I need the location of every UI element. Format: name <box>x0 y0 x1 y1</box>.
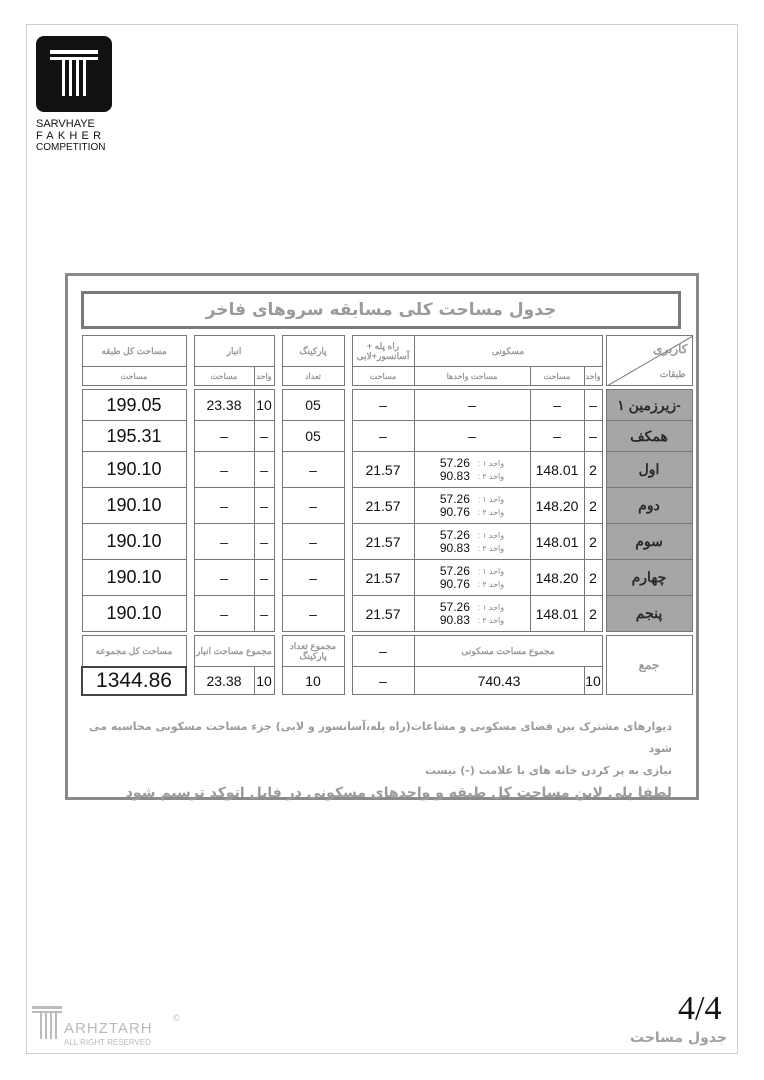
res-total-label: مجموع مساحت مسکونی <box>414 636 602 667</box>
cell-parking: – <box>282 452 344 488</box>
unit-2-label: واحد ۲ : <box>477 579 505 589</box>
cell-res-area: 148.20 <box>530 560 584 596</box>
header-res-area: مساحت <box>530 367 584 386</box>
cell-storage-count: 10 <box>254 390 274 421</box>
cell-parking: 05 <box>282 421 344 452</box>
cell-storage-count: – <box>254 524 274 560</box>
cell-stairs: – <box>352 390 414 421</box>
stairs-total-label: – <box>352 636 414 667</box>
cell-stairs: 21.57 <box>352 488 414 524</box>
header-floors: طبقات <box>659 369 686 379</box>
header-stairs: راه پله + آسانسور+لابی <box>352 336 414 367</box>
unit-2-label: واحد ۲ : <box>477 507 505 517</box>
footer-rights: ALL RIGHT RESERVED <box>64 1038 151 1047</box>
competition-logo <box>36 36 114 154</box>
cell-units <box>414 596 530 632</box>
grand-total-label: مساحت کل مجموعه <box>82 636 186 667</box>
cell-stairs: 21.57 <box>352 560 414 596</box>
table-row <box>82 390 692 421</box>
cell-storage-area: – <box>194 596 254 632</box>
note-line-2: نیازی به پر کردن خانه های با علامت (-) نیست <box>424 764 672 777</box>
cell-total: 190.10 <box>82 488 186 524</box>
cell-stairs: 21.57 <box>352 596 414 632</box>
cell-res-area: – <box>530 421 584 452</box>
cell-stairs: 21.57 <box>352 524 414 560</box>
cell-floor: پنجم <box>606 596 692 632</box>
header-parking: پارکینگ <box>282 336 344 367</box>
header-area-total: مساحت <box>82 367 186 386</box>
cell-res-count: 2 <box>584 488 602 524</box>
cell-floor: دوم <box>606 488 692 524</box>
header-parking-count: تعداد <box>282 367 344 386</box>
table-row <box>82 488 692 524</box>
cell-units: – <box>414 421 530 452</box>
unit-1-label: واحد ۱ : <box>477 458 505 468</box>
parking-total-value: 10 <box>282 667 344 695</box>
grand-total-value: 1344.86 <box>82 667 186 695</box>
cell-res-area: 148.01 <box>530 452 584 488</box>
cell-floor: همکف <box>606 421 692 452</box>
header-total-floor-area: مساحت کل طبقه <box>82 336 186 367</box>
table-row <box>82 452 692 488</box>
header-usage: کاربری <box>652 342 688 356</box>
cell-floor: اول <box>606 452 692 488</box>
cell-res-area: 148.20 <box>530 488 584 524</box>
cell-parking: 05 <box>282 390 344 421</box>
page-caption: جدول مساحت <box>630 1030 727 1046</box>
unit-1-area: 57.26 <box>439 563 470 578</box>
header-storage-unit: واحد <box>254 367 274 386</box>
logo-text <box>36 118 114 154</box>
logo-mark-icon <box>36 36 112 112</box>
cell-storage-area: – <box>194 488 254 524</box>
cell-res-area: 148.01 <box>530 524 584 560</box>
footer-copyright-mark: © <box>172 1014 181 1024</box>
cell-total: 190.10 <box>82 596 186 632</box>
brand-line-1: SARVHAYE <box>36 118 95 130</box>
table-row <box>82 421 692 452</box>
cell-res-count: 2 <box>584 524 602 560</box>
cell-storage-count: – <box>254 560 274 596</box>
storage-total-area: 23.38 <box>194 667 254 695</box>
unit-2-area: 90.83 <box>439 540 470 555</box>
cell-storage-area: – <box>194 421 254 452</box>
cell-res-count: – <box>584 421 602 452</box>
res-total-value: 740.43 <box>414 667 584 695</box>
storage-total-count: 10 <box>254 667 274 695</box>
totals-label-row <box>82 636 692 667</box>
header-residential: مسکونی <box>414 336 602 367</box>
storage-total-label: مجموع مساحت انبار <box>194 636 274 667</box>
brand-line-3: COMPETITION <box>36 142 106 153</box>
unit-1-label: واحد ۱ : <box>477 566 505 576</box>
header-row-1 <box>82 336 692 367</box>
table-title: جدول مساحت کلی مسابقه سروهای فاخر <box>205 300 557 320</box>
cell-total: 195.31 <box>82 421 186 452</box>
unit-1-label: واحد ۱ : <box>477 530 505 540</box>
cell-parking: – <box>282 560 344 596</box>
unit-1-area: 57.26 <box>439 455 470 470</box>
cell-stairs: – <box>352 421 414 452</box>
brand-line-2: FAKHER <box>36 130 106 142</box>
table-row <box>82 596 692 632</box>
cell-total: 199.05 <box>82 390 186 421</box>
cell-storage-count: – <box>254 488 274 524</box>
cell-res-area: 148.01 <box>530 596 584 632</box>
cell-storage-area: – <box>194 560 254 596</box>
cell-units <box>414 488 530 524</box>
cell-floor: سوم <box>606 524 692 560</box>
res-total-count: 10 <box>584 667 602 695</box>
cell-storage-area: – <box>194 452 254 488</box>
parking-total-label: مجموع تعداد پارکینگ <box>282 636 344 667</box>
header-usage-floors <box>606 336 692 386</box>
unit-2-area: 90.83 <box>439 612 470 627</box>
cell-res-count: 2 <box>584 596 602 632</box>
area-table <box>81 335 693 696</box>
cell-storage-count: – <box>254 421 274 452</box>
cell-floor: زیرزمین ۱- <box>606 390 692 421</box>
cell-units: – <box>414 390 530 421</box>
header-res-unit: واحد <box>584 367 602 386</box>
page-number: 4/4 <box>678 990 722 1027</box>
note-line-3: لطفا پلی لاین مساحت کل طبقه و واحدهای مسکونی در فایل اتوکد ترسیم شود <box>125 785 672 801</box>
unit-2-label: واحد ۲ : <box>477 471 505 481</box>
unit-2-area: 90.83 <box>439 468 470 483</box>
table-notes <box>82 716 672 804</box>
cell-total: 190.10 <box>82 524 186 560</box>
cell-res-area: – <box>530 390 584 421</box>
cell-floor: چهارم <box>606 560 692 596</box>
note-line-1: دیوارهای مشترک بین فضای مسکونی و مشاعات(راه پله،آسانسور و لابی) جزء مساحت مسکونی محاسبه می شود <box>89 720 672 755</box>
sum-label: جمع <box>606 636 692 695</box>
cell-units <box>414 452 530 488</box>
cell-parking: – <box>282 488 344 524</box>
cell-parking: – <box>282 596 344 632</box>
cell-res-count: – <box>584 390 602 421</box>
unit-1-area: 57.26 <box>439 491 470 506</box>
unit-1-label: واحد ۱ : <box>477 602 505 612</box>
footer-logo <box>30 1002 180 1050</box>
unit-2-label: واحد ۲ : <box>477 615 505 625</box>
unit-2-label: واحد ۲ : <box>477 543 505 553</box>
cell-storage-area: 23.38 <box>194 390 254 421</box>
cell-storage-count: – <box>254 452 274 488</box>
table-row <box>82 524 692 560</box>
cell-units <box>414 560 530 596</box>
header-units-area: مساحت واحدها <box>414 367 530 386</box>
header-storage: انبار <box>194 336 274 367</box>
cell-res-count: 2 <box>584 560 602 596</box>
cell-units <box>414 524 530 560</box>
cell-parking: – <box>282 524 344 560</box>
cell-total: 190.10 <box>82 452 186 488</box>
table-title-bar <box>81 291 681 329</box>
unit-1-area: 57.26 <box>439 527 470 542</box>
unit-1-area: 57.26 <box>439 599 470 614</box>
stairs-total-value: – <box>352 667 414 695</box>
cell-storage-count: – <box>254 596 274 632</box>
unit-1-label: واحد ۱ : <box>477 494 505 504</box>
footer-brand: ARHZTARH <box>64 1020 153 1037</box>
unit-2-area: 90.76 <box>439 576 470 591</box>
header-storage-area: مساحت <box>194 367 254 386</box>
unit-2-area: 90.76 <box>439 504 470 519</box>
cell-res-count: 2 <box>584 452 602 488</box>
cell-stairs: 21.57 <box>352 452 414 488</box>
table-row <box>82 560 692 596</box>
cell-storage-area: – <box>194 524 254 560</box>
header-row-2 <box>82 367 692 386</box>
header-stairs-area: مساحت <box>352 367 414 386</box>
cell-total: 190.10 <box>82 560 186 596</box>
totals-value-row <box>82 667 692 695</box>
